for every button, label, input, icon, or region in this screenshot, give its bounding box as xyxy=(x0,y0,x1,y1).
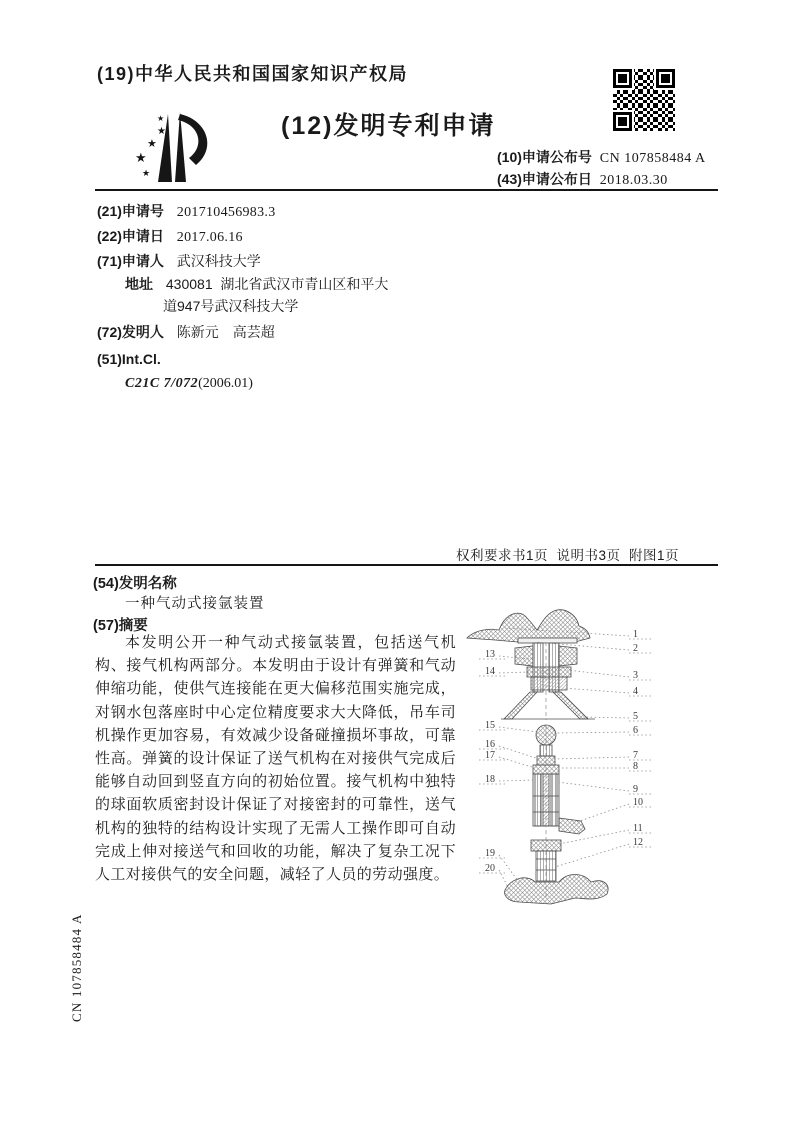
qr-code xyxy=(610,66,678,134)
address-value-line1: 430081 湖北省武汉市青山区和平大 xyxy=(165,276,389,292)
figure-label-6: 6 xyxy=(633,725,638,736)
figure-label-14: 14 xyxy=(485,666,495,677)
int-cl-class-row xyxy=(125,374,253,392)
document-kind-title: (12)发明专利申请 xyxy=(281,112,496,140)
qr-finder-top-right xyxy=(656,69,675,88)
publication-date-label: (43)申请公布日 xyxy=(497,171,592,187)
int-cl-row xyxy=(97,351,170,367)
figure-label-10: 10 xyxy=(633,797,643,808)
pages-summary: 权利要求书1页 说明书3页 附图1页 xyxy=(456,548,680,563)
address-label: 地址 xyxy=(125,276,153,292)
invention-title-label: (54)发明名称 xyxy=(93,576,177,592)
invention-title: 一种气动式接氩装置 xyxy=(125,596,265,612)
patent-office-name: (19)中华人民共和国国家知识产权局 xyxy=(97,64,409,84)
int-cl-class-version: (2006.01) xyxy=(198,376,253,391)
publication-number-value: CN 107858484 A xyxy=(599,151,706,166)
figure-label-11: 11 xyxy=(633,823,643,834)
logo-star-icon: ★ xyxy=(157,126,166,137)
applicant-label: (71)申请人 xyxy=(97,253,164,269)
address-row-continued xyxy=(163,296,298,316)
publication-date-value: 2018.03.30 xyxy=(599,173,668,188)
figure-label-7: 7 xyxy=(633,750,638,761)
inventors-label: (72)发明人 xyxy=(97,324,164,340)
figure-label-8: 8 xyxy=(633,761,638,772)
applicant-value: 武汉科技大学 xyxy=(176,253,261,269)
figure-label-1: 1 xyxy=(633,629,638,640)
logo-star-icon: ★ xyxy=(147,138,157,150)
inventors-row xyxy=(97,322,275,342)
figure-label-9: 9 xyxy=(633,784,638,795)
figure-bottom-assembly xyxy=(505,725,608,904)
address-value-line2: 道947号武汉科技大学 xyxy=(163,298,299,314)
application-date-label: (22)申请日 xyxy=(97,228,164,244)
logo-star-icon: ★ xyxy=(135,150,147,165)
logo-star-icon: ★ xyxy=(157,114,165,123)
figure-label-16: 16 xyxy=(485,739,495,750)
figure-label-18: 18 xyxy=(485,774,495,785)
body-divider xyxy=(95,564,718,566)
sidebar-publication-number: CN 107858484 A xyxy=(69,913,84,1022)
abstract-label: (57)摘要 xyxy=(93,618,148,634)
figure-label-20: 20 xyxy=(485,863,495,874)
abstract-text: 本发明公开一种气动式接氩装置，包括送气机构、接气机构两部分。本发明由于设计有弹簧和气动伸缩功能，使供气连接能在更大偏移范围实施完成，对钢水包落座时中心定位精度要求大大降低，吊车司机操作更加容易，有效减少设备碰撞损坏事故，可靠性高。弹簧的设计保证了送气机构在对接供气完成后能够自动回到竖直方向的初始位置。接气机构中独特的球面软质密封设计保证了对接密封的可靠性，送气机构的独特的结构设计实现了无需人工操作即可自动完成上伸对接送气和回收的功能，解决了复杂工况下人工对接供气的安全问题，减轻了人员的劳动强度。 xyxy=(95,634,456,884)
figure-label-12: 12 xyxy=(633,837,643,848)
application-date-row xyxy=(97,226,243,246)
figure-label-19: 19 xyxy=(485,848,495,859)
figure-label-13: 13 xyxy=(485,649,495,660)
publication-number-row xyxy=(497,147,706,167)
logo-nib-left xyxy=(158,114,172,182)
int-cl-class-code: C21C 7/072 xyxy=(125,376,199,391)
application-number-label: (21)申请号 xyxy=(97,203,164,219)
figure-label-4: 4 xyxy=(633,686,638,697)
figure-label-17: 17 xyxy=(485,750,495,761)
figure-label-15: 15 xyxy=(485,720,495,731)
patent-figure xyxy=(455,600,725,930)
publication-date-row xyxy=(497,169,668,189)
figure-top-assembly xyxy=(467,610,595,720)
inventors-value: 陈新元 高芸超 xyxy=(176,324,275,340)
qr-finder-bottom-left xyxy=(613,112,632,131)
qr-finder-top-left xyxy=(613,69,632,88)
address-row xyxy=(125,274,388,294)
applicant-row xyxy=(97,251,261,271)
publication-number-label: (10)申请公布号 xyxy=(497,149,592,165)
logo-star-icon: ★ xyxy=(142,168,151,178)
figure-label-3: 3 xyxy=(633,670,638,681)
application-date-value: 2017.06.16 xyxy=(176,230,243,245)
logo-nib-right xyxy=(175,112,186,182)
int-cl-label: (51)Int.Cl. xyxy=(97,351,161,367)
figure-label-5: 5 xyxy=(633,711,638,722)
figure-label-2: 2 xyxy=(633,643,638,654)
application-number-value: 201710456983.3 xyxy=(176,205,276,220)
header-divider xyxy=(95,189,718,191)
application-number-row xyxy=(97,201,276,221)
sipo-logo-icon xyxy=(127,104,219,188)
